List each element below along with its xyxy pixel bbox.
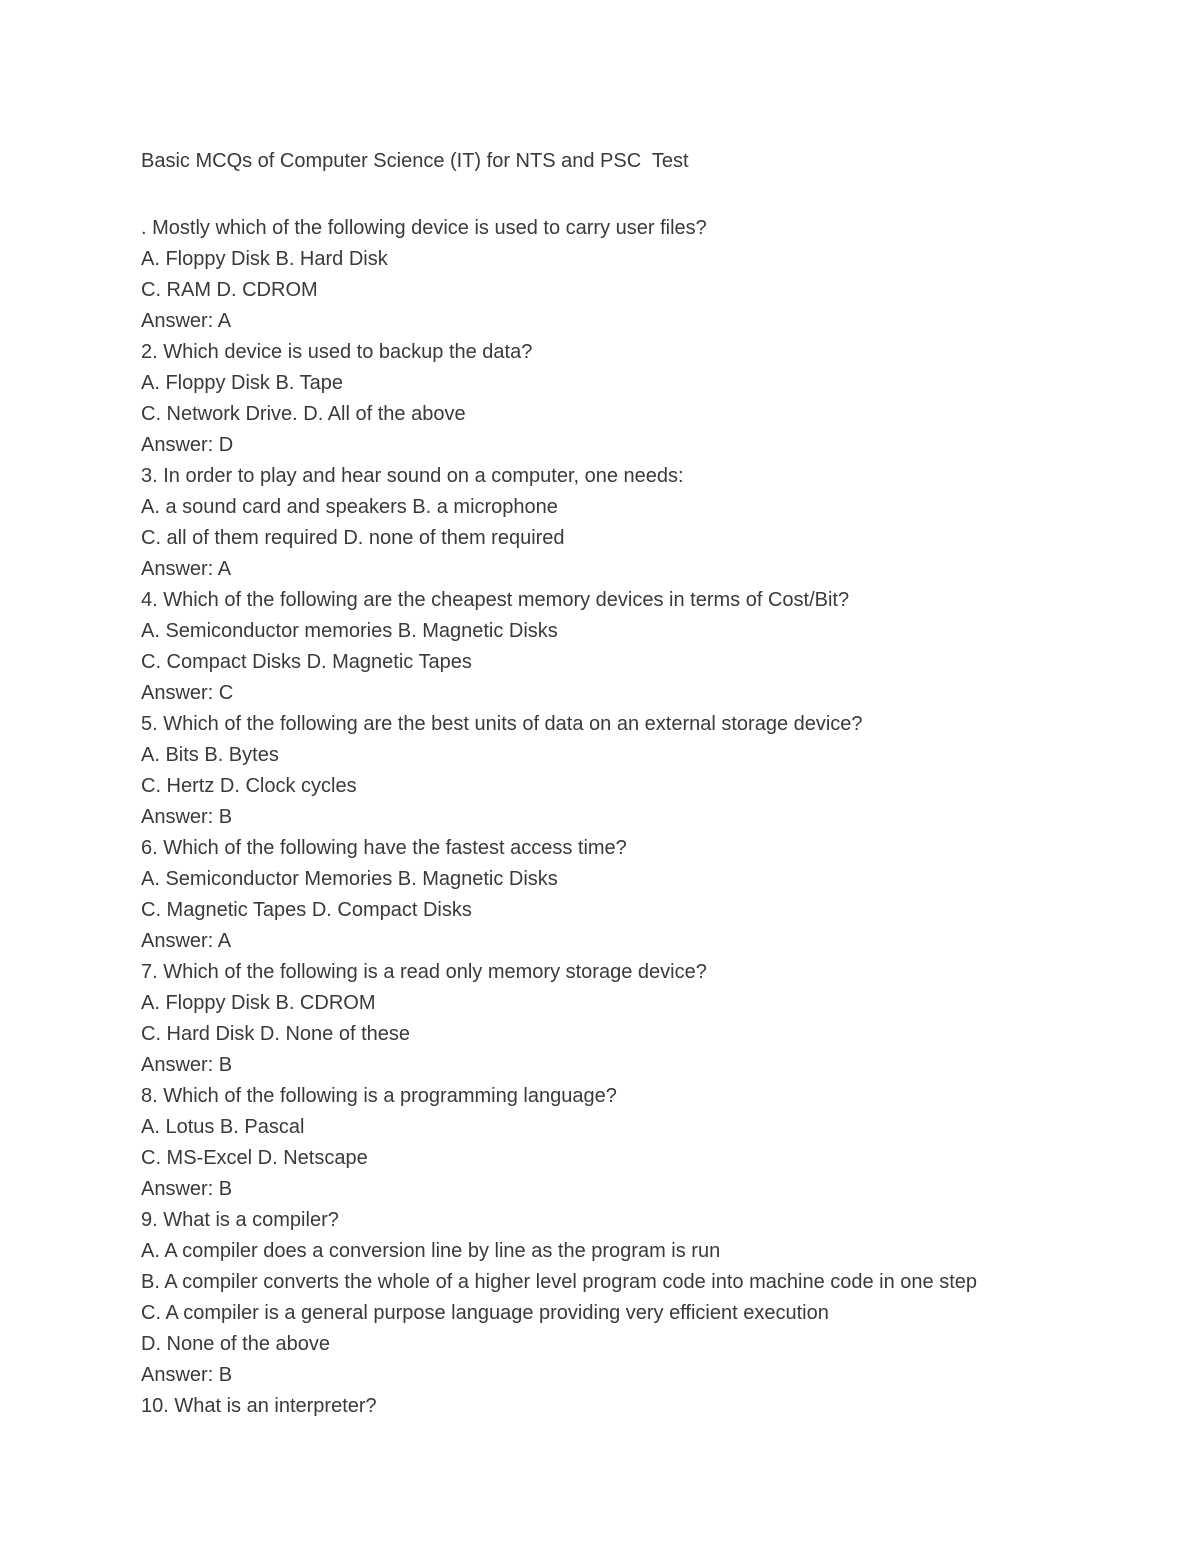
text-line: A. Bits B. Bytes <box>141 744 279 766</box>
text-line: Answer: B <box>141 1054 233 1076</box>
text-line: Answer: A <box>141 310 232 332</box>
text-line: A. a sound card and speakers B. a microphone <box>141 496 558 518</box>
text-line: C. Network Drive. D. All of the above <box>141 403 466 425</box>
text-line: A. Semiconductor Memories B. Magnetic Disks <box>141 868 558 890</box>
text-line: 5. Which of the following are the best units of data on an external storage device? <box>141 713 863 735</box>
text-line: Answer: A <box>141 930 232 952</box>
text-line: Answer: D <box>141 434 234 456</box>
text-line: 6. Which of the following have the fastest access time? <box>141 837 627 859</box>
text-line: D. None of the above <box>141 1333 331 1355</box>
text-line: 3. In order to play and hear sound on a computer, one needs: <box>141 465 684 487</box>
document-title: Basic MCQs of Computer Science (IT) for NTS and PSC Test <box>141 150 689 172</box>
text-line: B. A compiler converts the whole of a higher level program code into machine code in one step <box>141 1271 978 1293</box>
text-line: C. Hertz D. Clock cycles <box>141 775 357 797</box>
text-line: 7. Which of the following is a read only memory storage device? <box>141 961 707 983</box>
text-line: C. A compiler is a general purpose language providing very efficient execution <box>141 1302 829 1324</box>
text-line: 10. What is an interpreter? <box>141 1395 377 1417</box>
text-line: A. A compiler does a conversion line by line as the program is run <box>141 1240 721 1262</box>
text-line: Answer: B <box>141 806 233 828</box>
text-line: Answer: B <box>141 1364 233 1386</box>
text-line: Answer: C <box>141 682 234 704</box>
text-line: A. Floppy Disk B. Tape <box>141 372 343 394</box>
text-line: 2. Which device is used to backup the data? <box>141 341 533 363</box>
text-line: 4. Which of the following are the cheapest memory devices in terms of Cost/Bit? <box>141 589 850 611</box>
text-line: C. RAM D. CDROM <box>141 279 318 301</box>
text-line: Answer: A <box>141 558 232 580</box>
text-line: C. Compact Disks D. Magnetic Tapes <box>141 651 472 673</box>
text-line: 9. What is a compiler? <box>141 1209 339 1231</box>
text-line: A. Lotus B. Pascal <box>141 1116 305 1138</box>
text-line: 8. Which of the following is a programming language? <box>141 1085 617 1107</box>
text-line: C. Magnetic Tapes D. Compact Disks <box>141 899 472 921</box>
text-line: . Mostly which of the following device is used to carry user files? <box>141 217 707 239</box>
text-line: A. Floppy Disk B. CDROM <box>141 992 376 1014</box>
text-line: Answer: B <box>141 1178 233 1200</box>
text-line: A. Semiconductor memories B. Magnetic Disks <box>141 620 558 642</box>
document-body <box>141 213 1141 1422</box>
text-line: C. all of them required D. none of them required <box>141 527 565 549</box>
text-line: A. Floppy Disk B. Hard Disk <box>141 248 388 270</box>
text-line: C. MS-Excel D. Netscape <box>141 1147 368 1169</box>
text-line: C. Hard Disk D. None of these <box>141 1023 410 1045</box>
